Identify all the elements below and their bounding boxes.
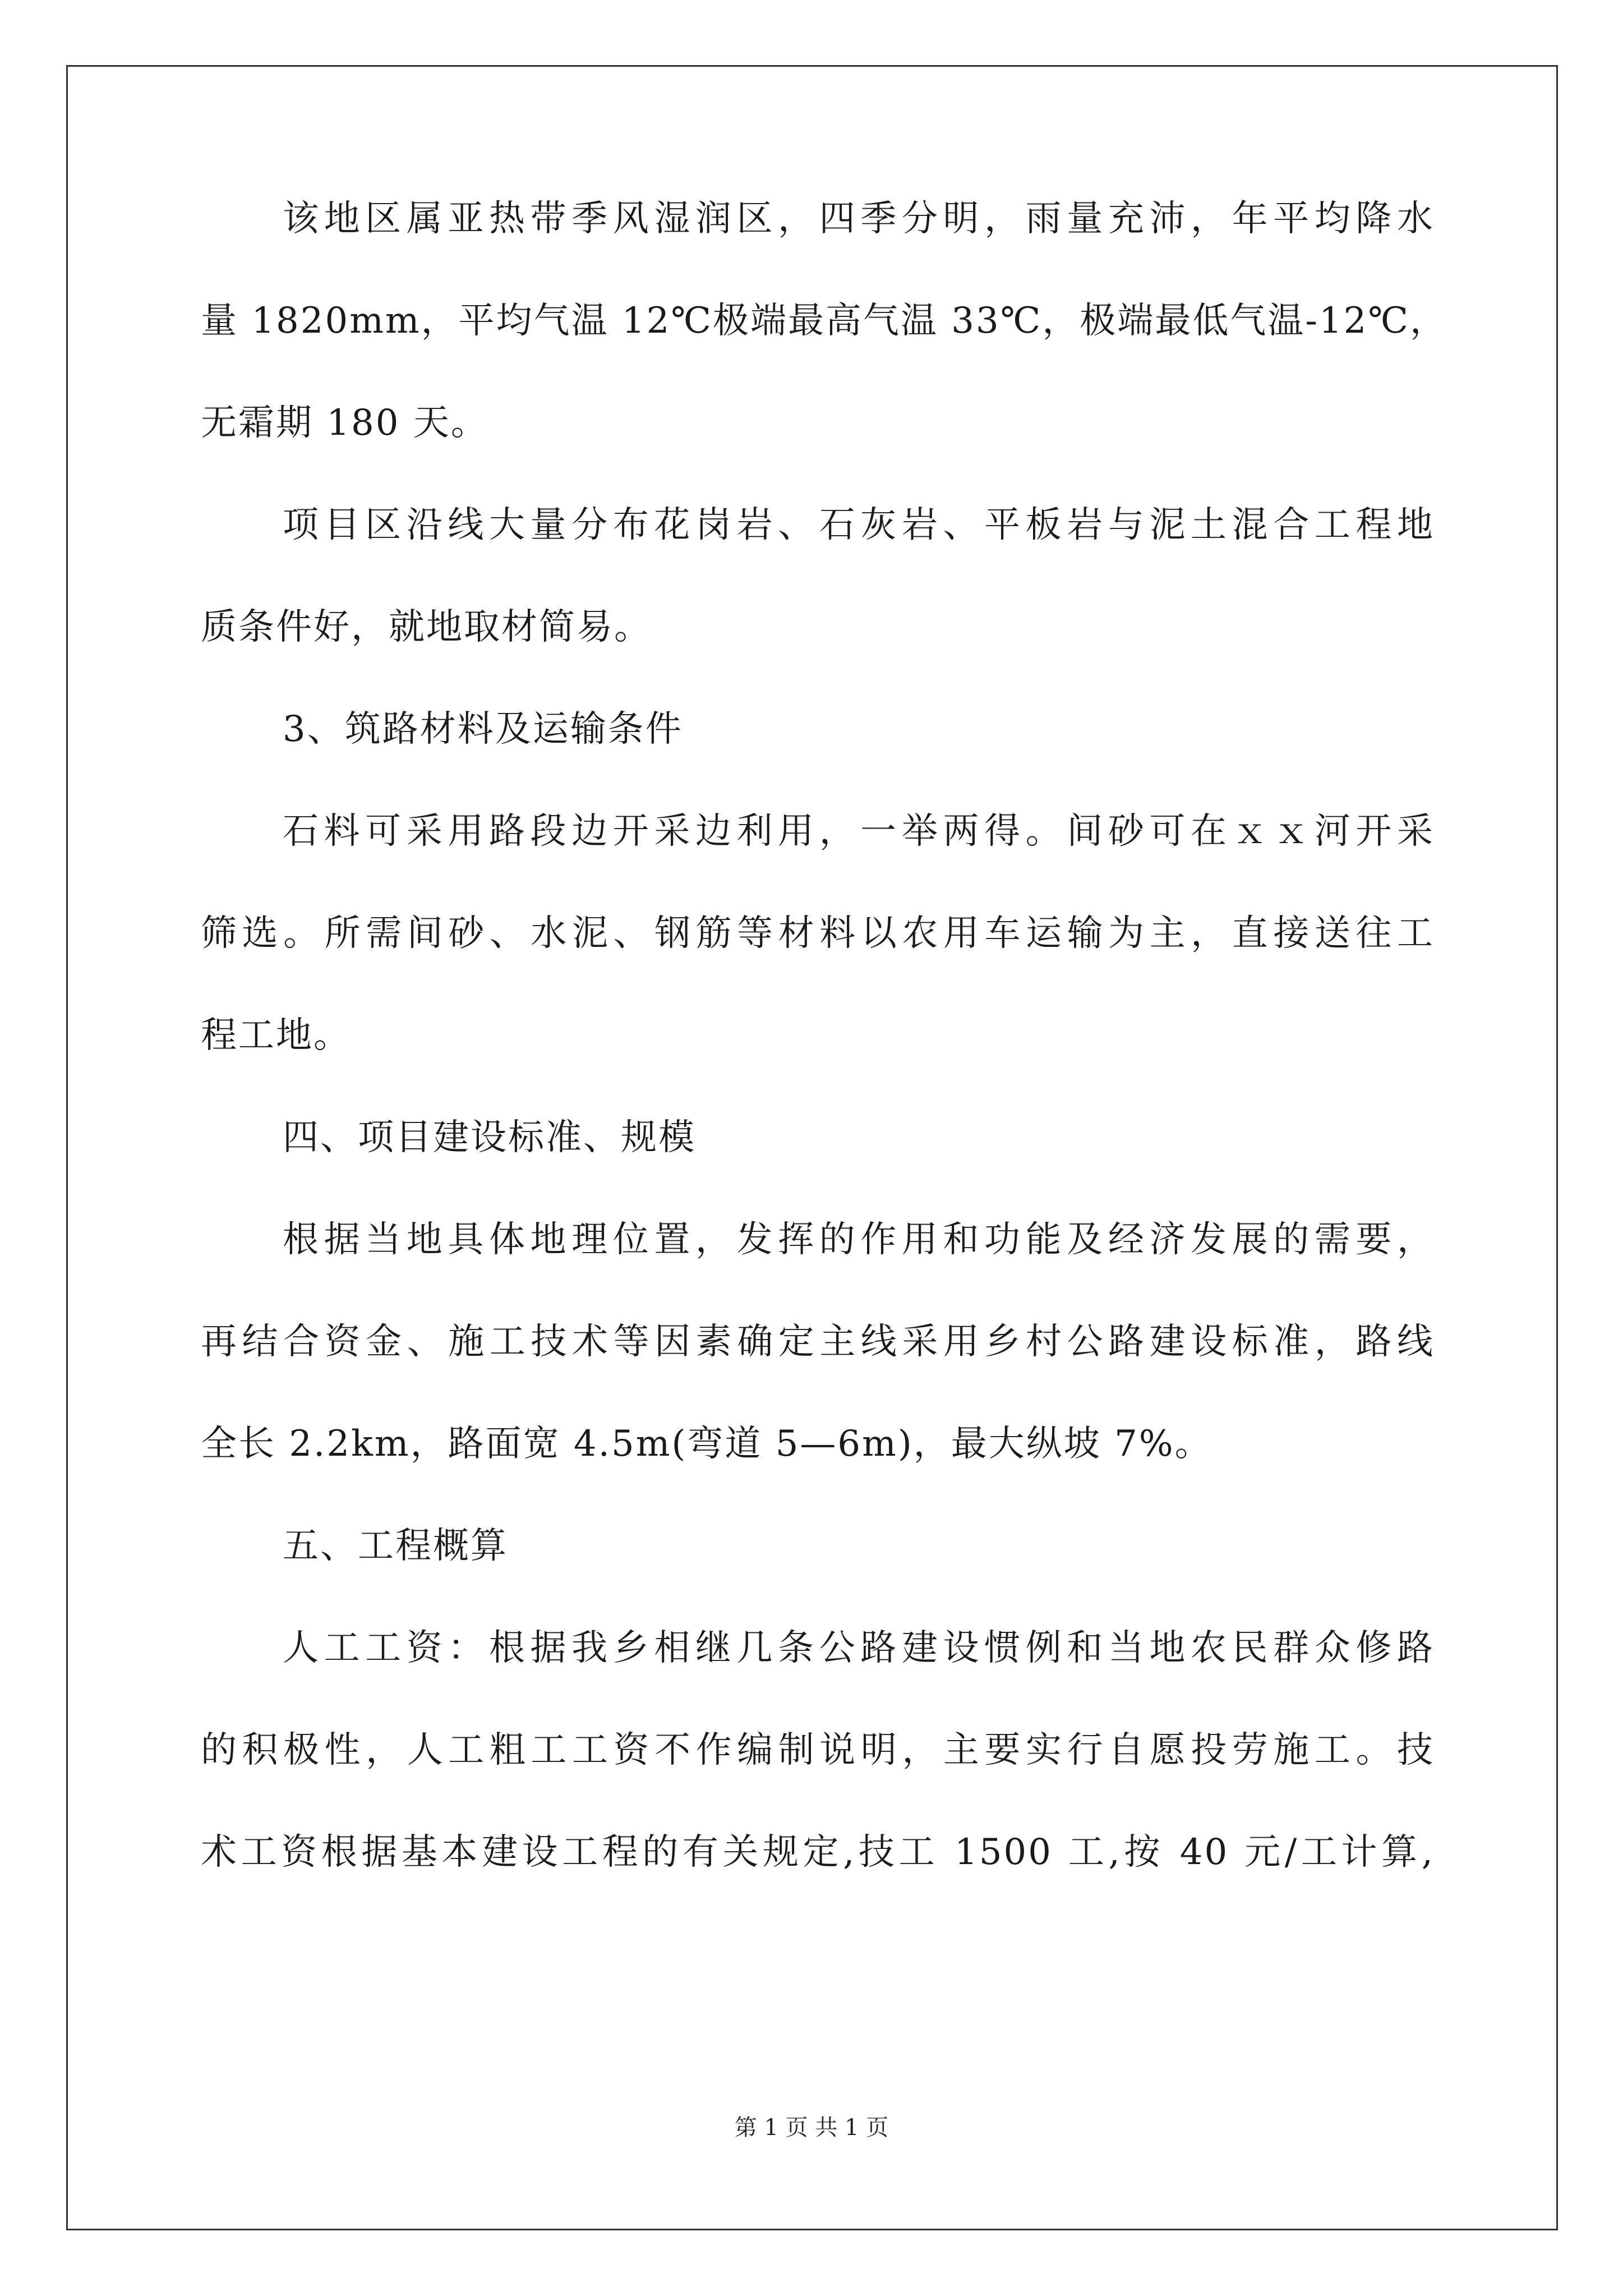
paragraph-line: 根据当地具体地理位置，发挥的作用和功能及经济发展的需要， (283, 1219, 1435, 1260)
paragraph-line: 该地区属亚热带季风湿润区，四季分明，雨量充沛，年平均降水 (283, 198, 1435, 240)
paragraph-line: 量 1820mm，平均气温 12℃极端最高气温 33℃，极端最低气温-12℃， (201, 300, 1447, 342)
paragraph-line: 再结合资金、施工技术等因素确定主线采用乡村公路建设标准，路线 (201, 1321, 1435, 1363)
paragraph-line: 全长 2.2km，路面宽 4.5m(弯道 5—6m)，最大纵坡 7%。 (201, 1423, 1212, 1465)
paragraph-line: 术工资根据基本建设工程的有关规定,技工 1500 工,按 40 元/工计算, (201, 1832, 1435, 1873)
section-heading: 五、工程概算 (283, 1525, 508, 1567)
section-heading: 3、筑路材料及运输条件 (283, 708, 683, 750)
paragraph-line: 的积极性，人工粗工工资不作编制说明，主要实行自愿投劳施工。技 (201, 1729, 1435, 1771)
paragraph-line: 质条件好，就地取材简易。 (201, 606, 652, 648)
section-heading: 四、项目建设标准、规模 (283, 1117, 696, 1158)
page-footer: 第 1 页 共 1 页 (734, 2115, 889, 2141)
paragraph-line: 石料可采用路段边开采边利用，一举两得。间砂可在ｘｘ河开采 (283, 811, 1435, 852)
paragraph-line: 项目区沿线大量分布花岗岩、石灰岩、平板岩与泥土混合工程地 (283, 504, 1435, 546)
paragraph-line: 人工工资：根据我乡相继几条公路建设惯例和当地农民群众修路 (283, 1627, 1435, 1669)
paragraph-line: 筛选。所需间砂、水泥、钢筋等材料以农用车运输为主，直接送往工 (201, 913, 1435, 954)
paragraph-line: 无霜期 180 天。 (201, 402, 488, 444)
paragraph-line: 程工地。 (201, 1015, 351, 1056)
